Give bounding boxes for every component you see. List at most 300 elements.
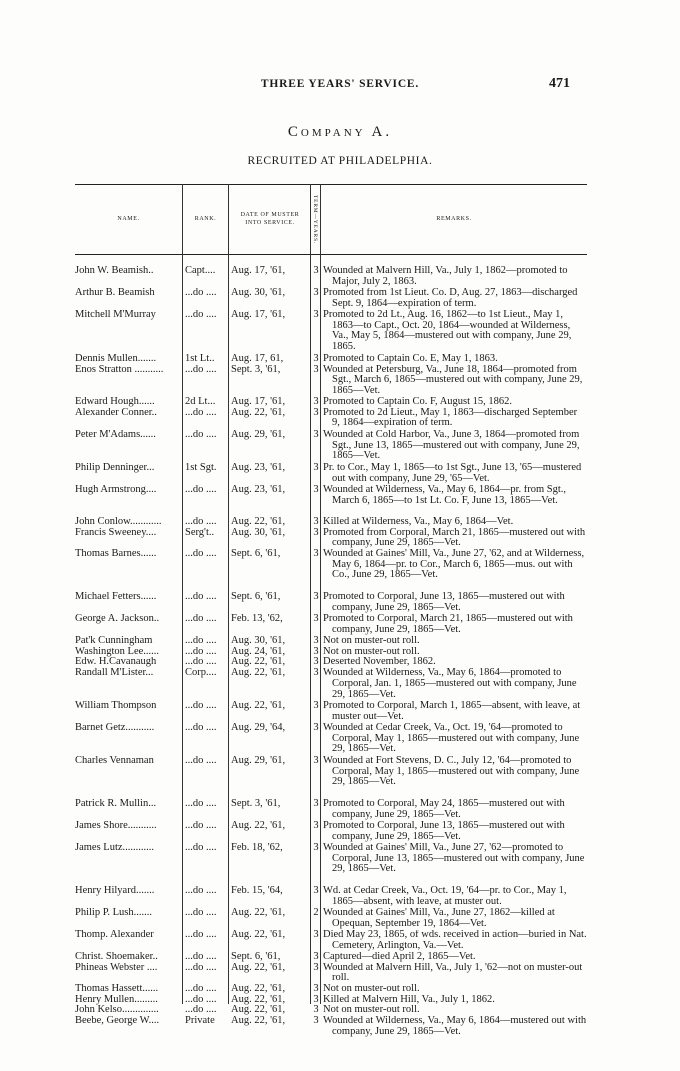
rank-cell-value: ...do .... bbox=[185, 930, 217, 940]
muster-date-cell bbox=[231, 723, 311, 734]
term-cell bbox=[312, 397, 320, 418]
rank-cell-value: 1st Lt.. bbox=[185, 354, 215, 364]
name-cell-value: Randall M'Lister... bbox=[75, 667, 154, 679]
remarks-line: Not on muster-out roll. bbox=[323, 1004, 420, 1016]
rank-cell-value: ...do .... bbox=[185, 310, 217, 320]
term-cell bbox=[312, 614, 320, 625]
muster-date-cell bbox=[231, 517, 311, 538]
muster-date-cell-value: Aug. 22, '61, bbox=[231, 961, 286, 973]
term-cell-value: 3 bbox=[313, 463, 319, 473]
name-cell bbox=[75, 952, 181, 973]
remarks-cell bbox=[323, 952, 589, 984]
muster-date-cell-value: Feb. 15, '64, bbox=[231, 886, 283, 896]
name-cell-value: Patrick R. Mullin... bbox=[75, 799, 157, 809]
remarks-line: Wounded at Gaines' Mill, Va., June 27, '62—promoted to bbox=[323, 843, 564, 853]
rank-cell-value: ...do .... bbox=[185, 799, 217, 809]
remarks-line: Promoted to 2d Lt., Aug. 16, 1862—to 1st Lieut., May 1, bbox=[323, 310, 564, 320]
rank-cell-value: ...do .... bbox=[185, 886, 217, 896]
rank-cell-value: ...do .... bbox=[185, 406, 217, 418]
muster-date-cell bbox=[231, 908, 311, 919]
name-cell-value: Thomp. Alexander bbox=[75, 930, 154, 940]
name-cell-value: Mitchell M'Murray bbox=[75, 310, 156, 320]
remarks-line: Died May 23, 1865, of wds. received in action—buried in Nat. bbox=[323, 930, 587, 940]
rank-cell-value: ...do .... bbox=[185, 592, 217, 602]
muster-date-cell-value: Aug. 29, '61, bbox=[231, 430, 286, 440]
muster-date-cell bbox=[231, 886, 311, 897]
term-cell-value: 3 bbox=[313, 1004, 319, 1016]
page-number: 471 bbox=[549, 76, 570, 91]
remarks-line: 1865—Vet. bbox=[332, 450, 381, 462]
muster-date-cell-value: Aug. 30, '61, bbox=[231, 288, 286, 298]
rank-cell-value: Serg't.. bbox=[185, 526, 215, 538]
remarks-cell bbox=[323, 614, 589, 635]
remarks-line: Opequan, September 19, 1864—Vet. bbox=[332, 917, 487, 929]
name-cell-value: Michael Fetters...... bbox=[75, 592, 157, 602]
name-cell bbox=[75, 843, 181, 854]
rank-cell-value: ...do .... bbox=[185, 645, 217, 657]
remarks-line: Corporal, June 13, 1865—mustered out with company, June bbox=[332, 852, 585, 864]
muster-date-cell-value: Aug. 23, '61, bbox=[231, 463, 286, 473]
term-cell bbox=[312, 288, 320, 299]
muster-date-cell-value: Aug. 22, '61, bbox=[231, 984, 286, 994]
term-cell-value: 3 bbox=[313, 614, 319, 624]
remarks-line: Va., May 5, 1864—mustered out with company, June 29, bbox=[332, 330, 572, 342]
muster-date-cell-value: Sept. 6, '61, bbox=[231, 592, 281, 602]
term-cell-value: 3 bbox=[313, 310, 319, 320]
name-cell-value: Christ. Shoemaker.. bbox=[75, 952, 158, 962]
term-cell bbox=[312, 430, 320, 441]
remarks-line: Wounded at Cedar Creek, Va., Oct. 19, '64—promoted to bbox=[323, 723, 563, 733]
muster-date-cell-value: Aug. 30, '61, bbox=[231, 636, 286, 646]
remarks-line: 29, 1865—Vet. bbox=[332, 743, 396, 755]
remarks-line: Wd. at Cedar Creek, Va., Oct. 19, '64—pr. to Cor., May 1, bbox=[323, 886, 567, 896]
rank-cell-value: ...do .... bbox=[185, 656, 217, 668]
running-head: THREE YEARS' SERVICE. bbox=[260, 78, 420, 90]
column-header-remarks: REMARKS. bbox=[436, 216, 472, 222]
name-cell-value: Alexander Conner.. bbox=[75, 406, 157, 418]
remarks-line: company, June 29, 1865—Vet. bbox=[332, 808, 461, 820]
muster-date-cell-value: Feb. 13, '62, bbox=[231, 614, 283, 624]
muster-date-cell-value: Aug. 22, '61, bbox=[231, 993, 286, 1005]
rank-cell bbox=[185, 463, 227, 474]
term-cell-value: 3 bbox=[313, 526, 319, 538]
remarks-line: Wounded at Petersburg, Va., June 18, 1864—promoted from bbox=[323, 363, 577, 375]
name-cell bbox=[75, 821, 181, 832]
term-cell bbox=[312, 799, 320, 810]
muster-date-cell bbox=[231, 485, 311, 496]
term-cell-value: 3 bbox=[313, 952, 319, 962]
term-cell-value: 3 bbox=[313, 886, 319, 896]
remarks-cell bbox=[323, 908, 589, 929]
term-cell bbox=[312, 930, 320, 941]
muster-date-cell bbox=[231, 952, 311, 973]
muster-date-cell-value: Aug. 23, '61, bbox=[231, 485, 286, 495]
name-cell-value: Barnet Getz........... bbox=[75, 723, 155, 733]
muster-date-cell bbox=[231, 592, 311, 603]
muster-date-cell bbox=[231, 266, 311, 277]
term-cell-value: 3 bbox=[313, 636, 319, 646]
remarks-line: May 6, 1864—pr. to Cor., March 6, 1865—mus. out with bbox=[332, 558, 573, 570]
name-cell bbox=[75, 549, 181, 560]
rank-cell-value: ...do .... bbox=[185, 1004, 217, 1016]
remarks-line: Wounded at Wilderness, Va., May 6, 1864—promoted to bbox=[323, 667, 562, 679]
remarks-line: company, June 29, 1865—Vet. bbox=[332, 623, 461, 635]
remarks-line: Wounded at Wilderness, Va., May 6, 1864—pr. from Sgt., bbox=[323, 485, 567, 495]
name-cell bbox=[75, 984, 181, 1027]
term-cell bbox=[312, 756, 320, 767]
rank-cell bbox=[185, 636, 227, 679]
rank-cell-value: ...do .... bbox=[185, 549, 217, 559]
rank-cell bbox=[185, 843, 227, 854]
column-divider bbox=[320, 184, 321, 1004]
name-cell-value: Henry Hilyard....... bbox=[75, 886, 155, 896]
remarks-line: Promoted to Corporal, June 13, 1865—mustered out with bbox=[323, 821, 565, 831]
column-divider bbox=[182, 184, 183, 1004]
rank-cell bbox=[185, 310, 227, 321]
term-cell-value: 3 bbox=[313, 984, 319, 994]
name-cell bbox=[75, 517, 181, 538]
rank-cell bbox=[185, 952, 227, 973]
rank-cell bbox=[185, 930, 227, 941]
muster-date-cell bbox=[231, 701, 311, 712]
name-cell bbox=[75, 908, 181, 919]
term-cell-value: 3 bbox=[313, 821, 319, 831]
muster-date-cell-value: Sept. 6, '61, bbox=[231, 549, 281, 559]
remarks-line: out with company, June 29, '65—Vet. bbox=[332, 472, 490, 484]
rank-cell bbox=[185, 756, 227, 767]
rank-cell-value: ...do .... bbox=[185, 701, 217, 711]
rank-cell bbox=[185, 821, 227, 832]
muster-date-cell-value: Sept. 3, '61, bbox=[231, 363, 281, 375]
term-cell bbox=[312, 463, 320, 474]
remarks-cell bbox=[323, 397, 589, 429]
term-cell bbox=[312, 723, 320, 734]
muster-date-cell bbox=[231, 821, 311, 832]
muster-date-cell-value: Aug. 22, '61, bbox=[231, 908, 286, 918]
muster-date-cell bbox=[231, 430, 311, 441]
rank-cell-value: ...do .... bbox=[185, 636, 217, 646]
remarks-line: Killed at Malvern Hill, Va., July 1, 1862. bbox=[323, 993, 495, 1005]
remarks-line: Wounded at Gaines' Mill, Va., June 27, 1862—killed at bbox=[323, 908, 555, 918]
term-cell bbox=[312, 952, 320, 973]
rank-cell-value: ...do .... bbox=[185, 952, 217, 962]
name-cell bbox=[75, 799, 181, 810]
term-cell-value: 3 bbox=[313, 961, 319, 973]
muster-date-cell-value: Aug. 22, '61, bbox=[231, 667, 286, 679]
term-cell bbox=[312, 984, 320, 1027]
muster-date-cell bbox=[231, 397, 311, 418]
muster-date-cell-value: Aug. 22, '61, bbox=[231, 821, 286, 831]
term-cell-value: 3 bbox=[313, 799, 319, 809]
term-cell-value: 3 bbox=[313, 656, 319, 668]
remarks-cell bbox=[323, 723, 589, 755]
remarks-cell bbox=[323, 485, 589, 506]
remarks-line: 1863—to Capt., Oct. 20, 1864—wounded at Wilderness, bbox=[332, 319, 571, 331]
remarks-line: Killed at Wilderness, Va., May 6, 1864—Vet. bbox=[323, 517, 514, 527]
muster-date-cell bbox=[231, 930, 311, 941]
remarks-line: Sept. 9, 1864—expiration of term. bbox=[332, 297, 477, 309]
term-cell-value: 3 bbox=[313, 993, 319, 1005]
term-cell-value: 3 bbox=[313, 397, 319, 407]
term-cell-value: 3 bbox=[313, 930, 319, 940]
remarks-cell bbox=[323, 821, 589, 842]
column-header-date: DATE OF MUSTER INTO SERVICE. bbox=[240, 212, 300, 226]
muster-date-cell bbox=[231, 984, 311, 1027]
rank-cell bbox=[185, 701, 227, 712]
term-cell-value: 3 bbox=[313, 645, 319, 657]
remarks-cell bbox=[323, 984, 589, 1038]
remarks-line: Promoted to Captain Co. E, May 1, 1863. bbox=[323, 354, 498, 364]
muster-date-cell bbox=[231, 463, 311, 474]
rank-cell-value: Private bbox=[185, 1015, 215, 1027]
remarks-line: Wounded at Wilderness, Va., May 6, 1864—mustered out with bbox=[323, 1015, 587, 1027]
term-cell bbox=[312, 908, 320, 919]
muster-date-cell bbox=[231, 799, 311, 810]
term-cell bbox=[312, 636, 320, 679]
name-cell bbox=[75, 592, 181, 603]
rank-cell-value: ...do .... bbox=[185, 961, 217, 973]
muster-date-cell-value: Aug. 17, '61, bbox=[231, 266, 286, 276]
term-cell-value: 3 bbox=[313, 517, 319, 527]
remarks-line: Corporal, May 1, 1865—mustered out with company, June bbox=[332, 765, 580, 777]
remarks-line: Promoted to Corporal, June 13, 1865—mustered out with bbox=[323, 592, 565, 602]
name-cell bbox=[75, 756, 181, 767]
name-cell-value: Arthur B. Beamish bbox=[75, 288, 155, 298]
name-cell bbox=[75, 288, 181, 299]
remarks-line: Promoted from 1st Lieut. Co. D, Aug. 27, 1863—discharged bbox=[323, 288, 578, 298]
term-cell-value: 3 bbox=[313, 354, 319, 364]
name-cell bbox=[75, 701, 181, 712]
remarks-line: company, June 29, 1865—Vet. bbox=[332, 1025, 461, 1037]
remarks-cell bbox=[323, 354, 589, 397]
name-cell-value: John Kelso.............. bbox=[75, 1004, 159, 1016]
name-cell-value: Henry Mullen......... bbox=[75, 993, 158, 1005]
remarks-line: 1865—absent, with leave, at muster out. bbox=[332, 895, 502, 907]
rank-cell-value: ...do .... bbox=[185, 288, 217, 298]
name-cell bbox=[75, 463, 181, 474]
term-cell bbox=[312, 701, 320, 712]
muster-date-cell-value: Aug. 17, '61, bbox=[231, 397, 286, 407]
rank-cell bbox=[185, 266, 227, 277]
remarks-line: Promoted to Captain Co. F, August 15, 1862. bbox=[323, 397, 513, 407]
remarks-line: 29, 1865—Vet. bbox=[332, 776, 396, 788]
name-cell-value: Thomas Hassett...... bbox=[75, 984, 159, 994]
roster-table bbox=[75, 184, 587, 1037]
column-header-term: TERM—YEARS. bbox=[312, 194, 318, 244]
term-cell bbox=[312, 843, 320, 854]
name-cell-value: Thomas Barnes...... bbox=[75, 549, 157, 559]
remarks-cell bbox=[323, 310, 589, 353]
table-header-rule bbox=[75, 254, 587, 255]
remarks-line: 1865. bbox=[332, 341, 356, 353]
muster-date-cell-value: Aug. 17, 61, bbox=[231, 354, 284, 364]
term-cell bbox=[312, 310, 320, 321]
remarks-line: Sgt., March 6, 1865—mustered out with company, June 29, bbox=[332, 374, 583, 386]
name-cell-value: Francis Sweeney.... bbox=[75, 526, 157, 538]
rank-cell-value: 1st Sgt. bbox=[185, 463, 217, 473]
name-cell bbox=[75, 430, 181, 441]
muster-date-cell bbox=[231, 636, 311, 679]
term-cell bbox=[312, 485, 320, 496]
term-cell-value: 3 bbox=[313, 843, 319, 853]
remarks-line: Sgt., June 13, 1865—mustered out with company, June 29, bbox=[332, 439, 580, 451]
remarks-line: 9, 1864—expiration of term. bbox=[332, 417, 453, 429]
muster-date-cell bbox=[231, 288, 311, 299]
remarks-line: Not on muster-out roll. bbox=[323, 984, 420, 994]
remarks-line: Promoted to Corporal, March 1, 1865—absent, with leave, at bbox=[323, 701, 581, 711]
rank-cell-value: ...do .... bbox=[185, 821, 217, 831]
name-cell-value: James Shore........... bbox=[75, 821, 157, 831]
name-cell-value: Phineas Webster .... bbox=[75, 961, 158, 973]
remarks-cell bbox=[323, 517, 589, 549]
rank-cell bbox=[185, 984, 227, 1027]
remarks-cell bbox=[323, 430, 589, 462]
remarks-cell bbox=[323, 288, 589, 309]
name-cell bbox=[75, 485, 181, 496]
muster-date-cell-value: Aug. 29, '61, bbox=[231, 756, 286, 766]
muster-date-cell-value: Aug. 30, '61, bbox=[231, 526, 286, 538]
remarks-line: Corporal, May 1, 1865—mustered out with company, June bbox=[332, 732, 580, 744]
name-cell-value: Philip P. Lush....... bbox=[75, 908, 153, 918]
remarks-cell bbox=[323, 930, 589, 951]
term-cell-value: 3 bbox=[313, 485, 319, 495]
name-cell bbox=[75, 266, 181, 277]
name-cell-value: Philip Denninger... bbox=[75, 463, 155, 473]
muster-date-cell-value: Aug. 17, '61, bbox=[231, 310, 286, 320]
remarks-line: Pr. to Cor., May 1, 1865—to 1st Sgt., June 13, '65—mustered bbox=[323, 463, 582, 473]
rank-cell-value: ...do .... bbox=[185, 485, 217, 495]
remarks-line: Wounded at Fort Stevens, D. C., July 12, '64—promoted to bbox=[323, 756, 572, 766]
rank-cell-value: ...do .... bbox=[185, 363, 217, 375]
term-cell-value: 3 bbox=[313, 756, 319, 766]
rank-cell-value: ...do .... bbox=[185, 517, 217, 527]
muster-date-cell bbox=[231, 843, 311, 854]
muster-date-cell-value: Aug. 22, '61, bbox=[231, 406, 286, 418]
remarks-line: Promoted to Corporal, March 21, 1865—mustered out with bbox=[323, 614, 573, 624]
remarks-cell bbox=[323, 886, 589, 907]
remarks-cell bbox=[323, 701, 589, 722]
name-cell-value: John W. Beamish.. bbox=[75, 266, 154, 276]
name-cell bbox=[75, 636, 181, 679]
term-cell bbox=[312, 549, 320, 560]
name-cell bbox=[75, 930, 181, 941]
term-cell-value: 3 bbox=[313, 701, 319, 711]
name-cell-value: Dennis Mullen....... bbox=[75, 354, 157, 364]
rank-cell bbox=[185, 592, 227, 603]
rank-cell bbox=[185, 614, 227, 625]
remarks-line: Wounded at Gaines' Mill, Va., June 27, '62, and at Wilderness, bbox=[323, 549, 585, 559]
muster-date-cell-value: Aug. 24, '61, bbox=[231, 645, 286, 657]
remarks-line: 29, 1865—Vet. bbox=[332, 863, 396, 875]
term-cell-value: 3 bbox=[313, 266, 319, 276]
name-cell bbox=[75, 310, 181, 321]
name-cell bbox=[75, 614, 181, 625]
remarks-line: Promoted to Corporal, May 24, 1865—mustered out with bbox=[323, 799, 565, 809]
remarks-line: Wounded at Malvern Hill, Va., July 1, '62—not on muster-out bbox=[323, 961, 583, 973]
term-cell-value: 3 bbox=[313, 1015, 319, 1027]
term-cell-value: 3 bbox=[313, 288, 319, 298]
remarks-line: Not on muster-out roll. bbox=[323, 636, 420, 646]
remarks-line: Co., June 29, 1865—Vet. bbox=[332, 569, 438, 581]
column-header-name: NAME. bbox=[117, 216, 140, 222]
remarks-line: muster out—Vet. bbox=[332, 710, 404, 722]
rank-cell-value: ...do .... bbox=[185, 723, 217, 733]
muster-date-cell-value: Aug. 22, '61, bbox=[231, 1015, 286, 1027]
muster-date-cell-value: Aug. 22, '61, bbox=[231, 656, 286, 668]
remarks-line: Wounded at Cold Harbor, Va., June 3, 1864—promoted from bbox=[323, 430, 580, 440]
muster-date-cell-value: Aug. 22, '61, bbox=[231, 1004, 286, 1016]
name-cell bbox=[75, 723, 181, 734]
name-cell-value: John Conlow............ bbox=[75, 517, 162, 527]
name-cell-value: Edward Hough...... bbox=[75, 397, 155, 407]
remarks-cell bbox=[323, 843, 589, 875]
name-cell-value: James Lutz............ bbox=[75, 843, 155, 853]
name-cell bbox=[75, 397, 181, 418]
rank-cell bbox=[185, 354, 227, 375]
name-cell-value: Edw. H.Cavanaugh bbox=[75, 656, 157, 668]
muster-date-cell-value: Aug. 22, '61, bbox=[231, 930, 286, 940]
rank-cell bbox=[185, 397, 227, 418]
remarks-line: Promoted to 2d Lieut., May 1, 1863—discharged September bbox=[323, 406, 578, 418]
name-cell-value: Pat'k Cunningham bbox=[75, 636, 153, 646]
remarks-cell bbox=[323, 463, 589, 484]
muster-date-cell-value: Feb. 18, '62, bbox=[231, 843, 283, 853]
name-cell-value: Charles Vennaman bbox=[75, 756, 154, 766]
term-cell-value: 3 bbox=[313, 592, 319, 602]
name-cell bbox=[75, 354, 181, 375]
muster-date-cell-value: Aug. 22, '61, bbox=[231, 701, 286, 711]
muster-date-cell bbox=[231, 310, 311, 321]
rank-cell bbox=[185, 886, 227, 897]
term-cell-value: 3 bbox=[313, 549, 319, 559]
name-cell-value: Hugh Armstrong.... bbox=[75, 485, 157, 495]
rank-cell-value: ...do .... bbox=[185, 843, 217, 853]
rank-cell bbox=[185, 485, 227, 496]
remarks-line: Wounded at Malvern Hill, Va., July 1, 1862—promoted to bbox=[323, 266, 568, 276]
rank-cell-value: Capt.... bbox=[185, 266, 216, 276]
remarks-cell bbox=[323, 799, 589, 820]
name-cell-value: Washington Lee...... bbox=[75, 645, 160, 657]
name-cell-value: Peter M'Adams...... bbox=[75, 430, 156, 440]
term-cell-value: 3 bbox=[313, 430, 319, 440]
rank-cell bbox=[185, 723, 227, 734]
name-cell bbox=[75, 886, 181, 897]
term-cell bbox=[312, 886, 320, 897]
rank-cell-value: ...do .... bbox=[185, 993, 217, 1005]
company-title: Company A. bbox=[287, 124, 393, 140]
column-header-rank: RANK. bbox=[194, 216, 217, 222]
rank-cell bbox=[185, 430, 227, 441]
remarks-line: Deserted November, 1862. bbox=[323, 656, 436, 668]
term-cell-value: 3 bbox=[313, 723, 319, 733]
remarks-line: company, June 29, 1865—Vet. bbox=[332, 830, 461, 842]
remarks-cell bbox=[323, 266, 589, 287]
rank-cell-value: Corp.... bbox=[185, 667, 217, 679]
remarks-line: 1865—Vet. bbox=[332, 385, 381, 397]
term-cell-value: 3 bbox=[313, 363, 319, 375]
muster-date-cell bbox=[231, 354, 311, 375]
rank-cell-value: ...do .... bbox=[185, 430, 217, 440]
term-cell-value: 2 bbox=[313, 908, 319, 918]
column-divider bbox=[228, 184, 229, 1004]
recruited-heading: RECRUITED AT PHILADELPHIA. bbox=[247, 155, 433, 167]
name-cell-value: George A. Jackson.. bbox=[75, 614, 160, 624]
remarks-cell bbox=[323, 592, 589, 613]
muster-date-cell-value: Sept. 3, '61, bbox=[231, 799, 281, 809]
remarks-line: company, June 29, 1865—Vet. bbox=[332, 537, 461, 549]
rank-cell-value: ...do .... bbox=[185, 756, 217, 766]
remarks-line: March 6, 1865—to 1st Lt. Co. F, June 13, 1865—Vet. bbox=[332, 494, 558, 506]
